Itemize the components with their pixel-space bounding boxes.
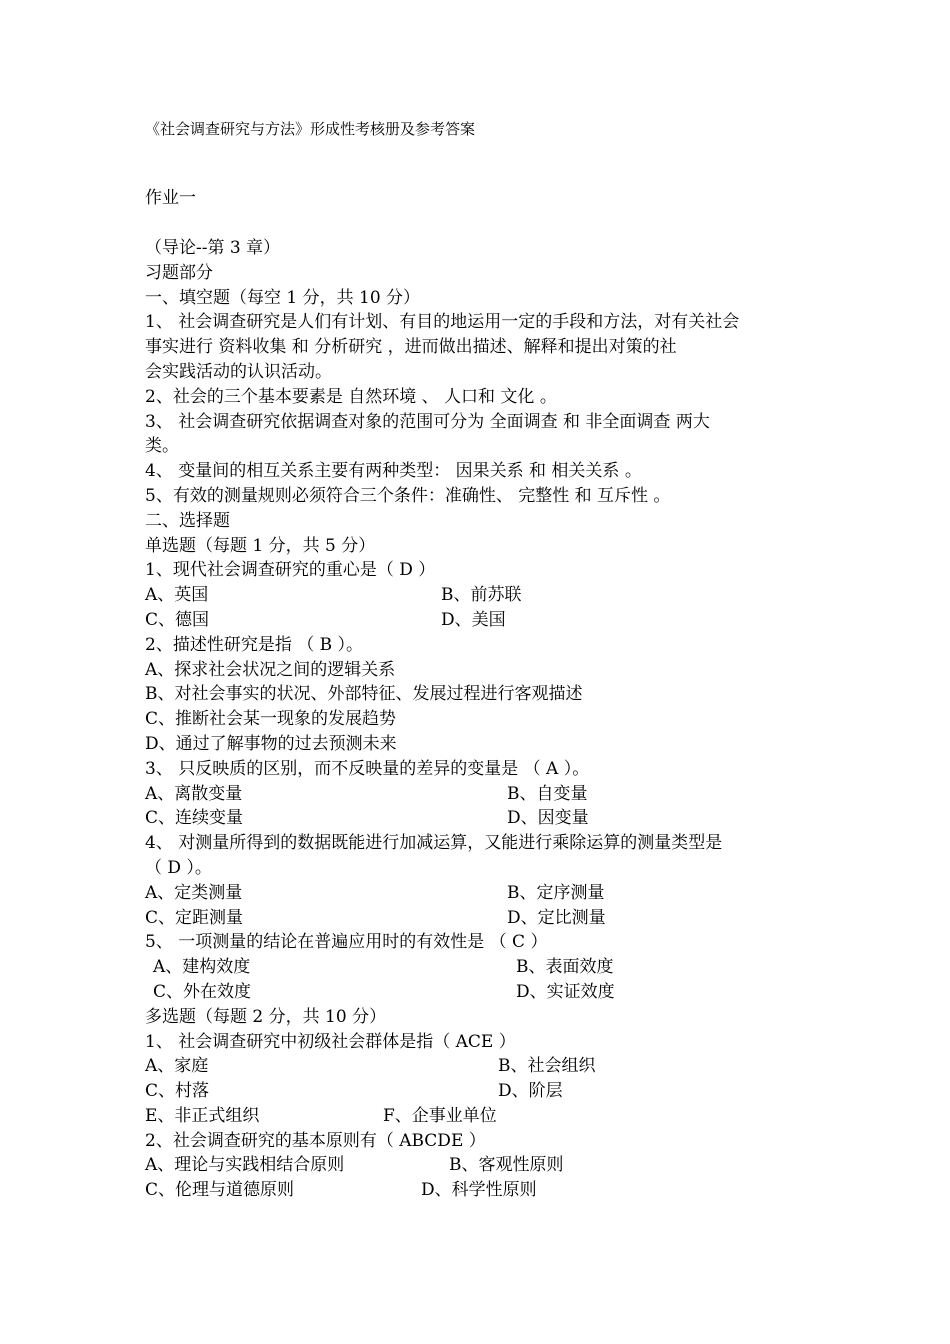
single-q3-option-a: A、离散变量 [145, 783, 243, 804]
single-q3-option-d: D、因变量 [507, 808, 589, 829]
multi-q1-options-row2 [145, 1079, 815, 1104]
multi-q1-option-f: F、企事业单位 [383, 1105, 497, 1126]
single-q1-options-row1 [145, 583, 815, 608]
single-q4-options-row2 [145, 906, 815, 931]
single-q1-option-c: C、德国 [145, 609, 210, 630]
fill-blank-q1-line3: 会实践活动的认识活动。 [145, 361, 332, 382]
single-q4-options-row1 [145, 881, 815, 906]
single-q1-options-row2 [145, 608, 815, 633]
multi-q1-option-a: A、家庭 [145, 1056, 209, 1077]
single-q5-option-b: B、表面效度 [516, 957, 614, 978]
multi-q1-option-b: B、社会组织 [498, 1056, 596, 1077]
single-q4-line2: （ D ）。 [145, 857, 212, 878]
single-q5-option-a: A、建构效度 [153, 957, 251, 978]
multi-q2-options-row1 [145, 1153, 815, 1178]
single-q5: 5、 一项测量的结论在普遍应用时的有效性是 （ C ） [145, 932, 548, 953]
single-q2-option-c: C、推断社会某一现象的发展趋势 [145, 709, 397, 730]
single-q3-options-row2 [145, 806, 815, 831]
single-q1-option-b: B、前苏联 [441, 585, 522, 606]
fill-blank-q4: 4、 变量间的相互关系主要有两种类型： 因果关系 和 相关关系 。 [145, 461, 642, 482]
multi-q1-option-c: C、村落 [145, 1081, 210, 1102]
fill-blank-q1-line1: 1、 社会调查研究是人们有计划、有目的地运用一定的手段和方法，对有关社会 [145, 312, 740, 333]
single-q3: 3、 只反映质的区别，而不反映量的差异的变量是 （ A ）。 [145, 758, 590, 779]
single-q3-option-c: C、连续变量 [145, 808, 244, 829]
single-q4-option-a: A、定类测量 [145, 882, 243, 903]
single-q4-option-b: B、定序测量 [507, 882, 605, 903]
multi-q2-option-a: A、理论与实践相结合原则 [145, 1155, 345, 1176]
single-q1-option-d: D、美国 [441, 609, 506, 630]
multi-q2-option-b: B、客观性原则 [449, 1155, 564, 1176]
multi-q2-option-d: D、科学性原则 [421, 1180, 537, 1201]
single-q2-option-a: A、探求社会状况之间的逻辑关系 [145, 659, 396, 680]
fill-blank-q2: 2、社会的三个基本要素是 自然环境 、 人口和 文化 。 [145, 386, 557, 407]
multi-q1-option-e: E、非正式组织 [145, 1105, 260, 1126]
fill-blank-q3-line1: 3、 社会调查研究依据调查对象的范围可分为 全面调查 和 非全面调查 两大 [145, 411, 710, 432]
multi-q1-options-row3 [145, 1104, 815, 1129]
single-q5-options-row2 [145, 980, 815, 1005]
fill-blank-q5: 5、有效的测量规则必须符合三个条件：准确性、 完整性 和 互斥性 。 [145, 485, 671, 506]
multi-q2-option-c: C、伦理与道德原则 [145, 1180, 295, 1201]
single-q4-option-c: C、定距测量 [145, 907, 244, 928]
chapter-range: （导论--第 3 章） [145, 238, 281, 258]
multi-q2-options-row2 [145, 1178, 815, 1203]
section-exercises: 习题部分 [145, 262, 213, 283]
single-q5-option-d: D、实证效度 [516, 981, 615, 1002]
document-title: 《社会调查研究与方法》形成性考核册及参考答案 [145, 120, 476, 138]
single-q5-option-c: C、外在效度 [153, 981, 252, 1002]
multi-q1-options-row1 [145, 1054, 815, 1079]
choice-heading: 二、选择题 [145, 510, 230, 531]
single-q3-option-b: B、自变量 [507, 783, 588, 804]
single-q1-option-a: A、英国 [145, 585, 209, 606]
assignment-heading: 作业一 [145, 188, 196, 208]
single-choice-heading: 单选题（每题 1 分，共 5 分） [145, 535, 376, 556]
single-q2-option-b: B、对社会事实的状况、外部特征、发展过程进行客观描述 [145, 684, 583, 705]
fill-blank-heading: 一、填空题（每空 1 分，共 10 分） [145, 287, 421, 308]
fill-blank-q1-line2: 事实进行 资料收集 和 分析研究 ，进而做出描述、解释和提出对策的社 [145, 337, 677, 358]
single-q4-line1: 4、 对测量所得到的数据既能进行加减运算，又能进行乘除运算的测量类型是 [145, 833, 723, 854]
fill-blank-q3-line2: 类。 [145, 436, 179, 457]
single-q4-option-d: D、定比测量 [507, 907, 606, 928]
multi-q1-option-d: D、阶层 [498, 1081, 563, 1102]
single-q2: 2、描述性研究是指 （ B ）。 [145, 634, 364, 655]
multi-q1: 1、 社会调查研究中初级社会群体是指（ ACE ） [145, 1031, 516, 1052]
multi-q2: 2、社会调查研究的基本原则有（ ABCDE ） [145, 1130, 486, 1151]
single-q1: 1、现代社会调查研究的重心是（ D ） [145, 560, 436, 581]
single-q3-options-row1 [145, 782, 815, 807]
single-q2-option-d: D、通过了解事物的过去预测未来 [145, 733, 397, 754]
assignment-body [145, 236, 815, 1203]
single-q5-options-row1 [145, 955, 815, 980]
multi-choice-heading: 多选题（每题 2 分，共 10 分） [145, 1006, 387, 1027]
